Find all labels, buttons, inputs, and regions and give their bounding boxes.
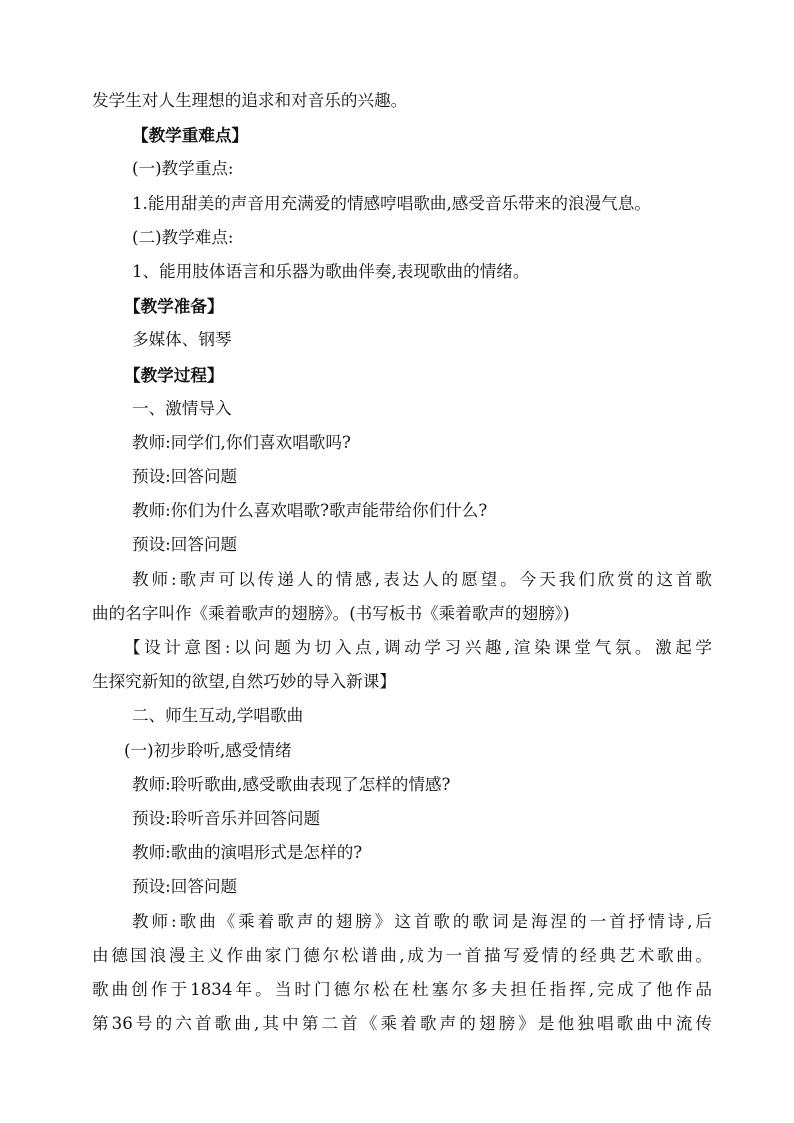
paragraph-line: 曲的名字叫作《乘着歌声的翅膀》。(书写板书《乘着歌声的翅膀》) xyxy=(92,603,570,623)
dialogue-line: 教师:聆听歌曲,感受歌曲表现了怎样的情感? xyxy=(132,774,451,794)
dialogue-line: 教师:你们为什么喜欢唱歌?歌声能带给你们什么? xyxy=(132,501,488,521)
document-page xyxy=(92,84,712,1041)
design-intent-line: 【设计意图:以问题为切入点,调动学习兴趣,渲染课堂气氛。激起学 xyxy=(124,638,712,657)
dialogue-line: 预设:回答问题 xyxy=(132,467,238,487)
section-heading-preparation: 【教学准备】 xyxy=(124,296,224,317)
list-item: 1、能用肢体语言和乐器为歌曲伴奏,表现歌曲的情绪。 xyxy=(132,261,530,281)
paragraph: 多媒体、钢琴 xyxy=(132,330,232,350)
paragraph-line: 歌曲创作于1834年。当时门德尔松在杜塞尔多夫担任指挥,完成了他作品 xyxy=(92,979,712,999)
subheading-difficulty: (二)教学难点: xyxy=(132,227,234,247)
paragraph-continuation: 发学生对人生理想的追求和对音乐的兴趣。 xyxy=(92,91,408,110)
subheading-intro: 一、激情导入 xyxy=(132,398,232,418)
section-heading-process: 【教学过程】 xyxy=(124,364,224,385)
subheading-key-point: (一)教学重点: xyxy=(132,159,234,179)
design-intent-line: 生探究新知的欲望,自然巧妙的导入新课】 xyxy=(92,672,396,692)
section-heading-key-points: 【教学重难点】 xyxy=(132,125,249,146)
paragraph-line: 教师:歌声可以传递人的情感,表达人的愿望。今天我们欣赏的这首歌 xyxy=(132,569,712,589)
paragraph-line: 教师:歌曲《乘着歌声的翅膀》这首歌的歌词是海涅的一首抒情诗,后 xyxy=(132,911,712,931)
subheading-listening: (一)初步聆听,感受情绪 xyxy=(124,740,292,760)
subheading-interaction: 二、师生互动,学唱歌曲 xyxy=(132,706,304,726)
dialogue-line: 预设:回答问题 xyxy=(132,877,238,897)
dialogue-line: 教师:同学们,你们喜欢唱歌吗? xyxy=(132,432,351,452)
dialogue-line: 预设:回答问题 xyxy=(132,535,238,555)
dialogue-line: 教师:歌曲的演唱形式是怎样的? xyxy=(132,843,363,863)
paragraph-line: 由德国浪漫主义作曲家门德尔松谱曲,成为一首描写爱情的经典艺术歌曲。 xyxy=(92,945,712,965)
dialogue-line: 预设:聆听音乐并回答问题 xyxy=(132,808,321,828)
list-item: 1.能用甜美的声音用充满爱的情感哼唱歌曲,感受音乐带来的浪漫气息。 xyxy=(132,193,651,213)
paragraph-line: 第36号的六首歌曲,其中第二首《乘着歌声的翅膀》是他独唱歌曲中流传 xyxy=(92,1014,712,1034)
